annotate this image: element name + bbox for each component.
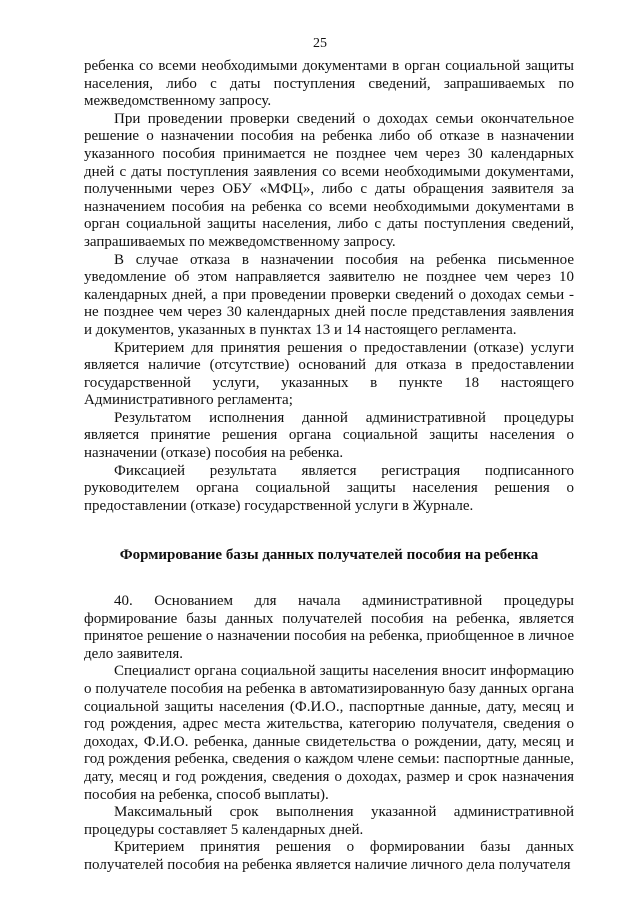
paragraph: Критерием для принятия решения о предоставлении (отказе) услуги является наличие (отсутствие) оснований для отказа в предоставлении государственной услуги, указанных в пункте 18 настоящего Административного регламента; <box>84 339 574 409</box>
document-body <box>84 58 574 875</box>
paragraph: Максимальный срок выполнения указанной административной процедуры составляет 5 календарных дней. <box>84 804 574 838</box>
paragraph: Критерием принятия решения о формировании базы данных получателей пособия на ребенка является наличие личного дела получателя <box>84 839 574 873</box>
paragraph: Фиксацией результата является регистрация подписанного руководителем органа социальной защиты населения решения о предоставлении (отказе) государственной услуги в Журнале. <box>84 462 574 514</box>
paragraph: 40. Основанием для начала административной процедуры формирование базы данных получателей пособия на ребенка, является принятое решение о назначении пособия на ребенка, приобщенное в личное дело заявителя. <box>84 593 574 662</box>
paragraph: Результатом исполнения данной административной процедуры является принятие решения органа социальной защиты населения о назначении (отказе) пособия на ребенка. <box>84 409 574 462</box>
section-heading: Формирование базы данных получателей пособия на ребенка <box>119 547 539 564</box>
page-number: 25 <box>313 36 327 51</box>
paragraph: ребенка со всеми необходимыми документами в орган социальной защиты населения, либо с даты поступления сведений, запрашиваемых по межведомственному запросу. <box>84 58 574 110</box>
paragraph: Специалист органа социальной защиты населения вносит информацию о получателе пособия на ребенка в автоматизированную базу данных органа социальной защиты населения (Ф.И.О., паспортные данные, дату, месяц и год рождения, адрес места жительства, категорию получателя, сведения о доходах, Ф.И.О. ребенка, данные свидетельства о рождении, дату, месяц и год рождения ребенка, сведения о каждом члене семьи: паспортные данные, дату, месяц и год рождения, сведения о доходах, размер и срок назначения пособия на ребенка, способ выплаты). <box>84 663 574 803</box>
paragraph: В случае отказа в назначении пособия на ребенка письменное уведомление об этом направляется заявителю не позднее чем через 10 календарных дней, а при проведении проверки сведений о доходах семьи - не позднее чем через 30 календарных дней после представления заявления и документов, указанных в пунктах 13 и 14 настоящего регламента. <box>84 251 574 338</box>
paragraph: При проведении проверки сведений о доходах семьи окончательное решение о назначении пособия на ребенка либо об отказе в назначении указанного пособия принимается не позднее чем через 30 календарных дней с даты поступления заявления со всеми необходимыми документами, полученными через ОБУ «МФЦ», либо с даты обращения заявителя за назначением пособия на ребенка со всеми необходимыми документами в орган социальной защиты населения, либо с даты поступления сведений, запрашиваемых по межведомственному запросу. <box>84 110 574 250</box>
